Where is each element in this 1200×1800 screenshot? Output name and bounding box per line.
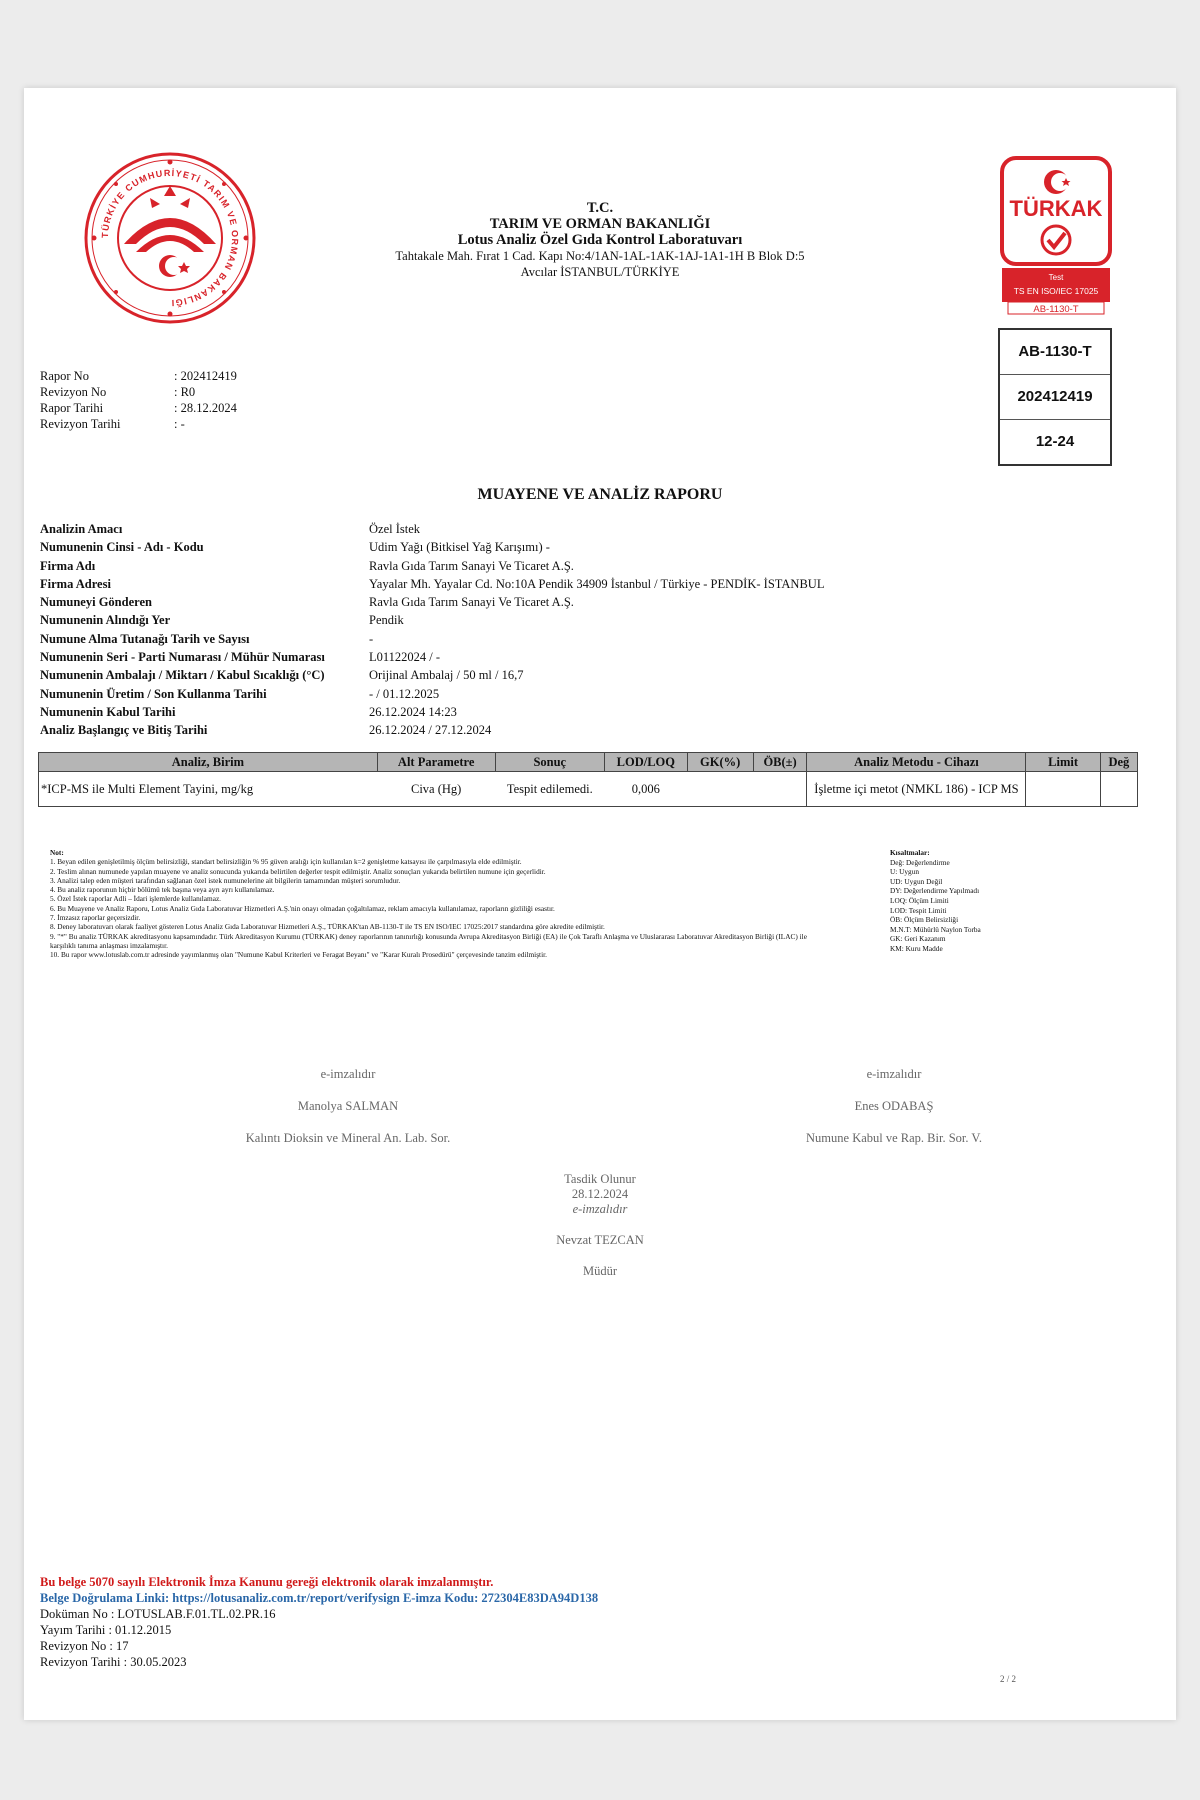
accreditation-code-box bbox=[998, 328, 1112, 466]
table-header-row bbox=[39, 753, 1138, 772]
code-box-report-number: 202412419 bbox=[1000, 375, 1110, 420]
info-label: Numunenin Üretim / Son Kullanma Tarihi bbox=[40, 686, 267, 701]
abbreviation-item: M.N.T: Mühürlü Naylon Torba bbox=[890, 924, 981, 934]
signature-right bbox=[724, 1066, 1064, 1146]
cell-result: Tespit edilemedi. bbox=[495, 772, 604, 807]
report-title: MUAYENE VE ANALİZ RAPORU bbox=[477, 486, 723, 503]
turkak-accreditation-logo bbox=[1000, 156, 1112, 316]
info-label: Numuneyi Gönderen bbox=[40, 595, 152, 610]
info-value: Ravla Gıda Tarım Sanayi Ve Ticaret A.Ş. bbox=[369, 558, 574, 573]
info-label: Numunenin Kabul Tarihi bbox=[40, 704, 176, 719]
info-value: Yayalar Mh. Yayalar Cd. No:10A Pendik 34909 İstanbul / Türkiye - PENDİK- İSTANBUL bbox=[369, 576, 825, 591]
cell-method: İşletme içi metot (NMKL 186) - ICP MS bbox=[807, 772, 1026, 807]
turkak-code: AB-1130-T bbox=[1033, 304, 1079, 315]
info-label: Numune Alma Tutanağı Tarih ve Sayısı bbox=[40, 631, 250, 646]
abbreviations-title: Kısaltmalar: bbox=[890, 848, 930, 857]
notes-block bbox=[50, 848, 810, 960]
info-row bbox=[40, 685, 824, 703]
info-row bbox=[40, 538, 824, 556]
note-item: 7. İmzasız raporlar geçersizdir. bbox=[50, 913, 141, 923]
header-tc: T.C. bbox=[586, 200, 614, 216]
code-box-period: 12-24 bbox=[1035, 433, 1075, 450]
signature-status: e-imzalıdır bbox=[572, 1202, 628, 1216]
signature-left bbox=[200, 1066, 496, 1146]
table-row bbox=[39, 772, 1138, 807]
meta-row bbox=[40, 416, 237, 432]
info-value: L01122024 / - bbox=[369, 650, 441, 665]
verification-link[interactable]: Belge Doğrulama Linki: https://lotusanaliz.com.tr/report/verifysign E-imza Kodu: 272304E83DA94D138 bbox=[40, 1591, 599, 1605]
col-header-parameter: Alt Parametre bbox=[377, 753, 495, 772]
abbreviation-item: DY: Değerlendirme Yapılmadı bbox=[890, 886, 980, 896]
notes-title: Not: bbox=[50, 848, 64, 857]
header-address-2: Avcılar İSTANBUL/TÜRKİYE bbox=[520, 265, 680, 279]
meta-label: Revizyon No bbox=[40, 385, 107, 399]
report-meta bbox=[40, 368, 237, 432]
info-label: Numunenin Ambalajı / Miktarı / Kabul Sıcaklığı (°C) bbox=[40, 668, 325, 683]
cell-limit bbox=[1026, 772, 1100, 807]
page-number: 2 / 2 bbox=[1000, 1674, 1017, 1684]
meta-value: : R0 bbox=[174, 385, 196, 399]
signature-approval bbox=[500, 1172, 700, 1279]
sample-info bbox=[40, 520, 824, 740]
info-value: - bbox=[369, 631, 374, 646]
cell-parameter: Civa (Hg) bbox=[377, 772, 495, 807]
col-header-gk: GK(%) bbox=[687, 753, 753, 772]
info-row bbox=[40, 611, 824, 629]
report-page bbox=[24, 88, 1176, 1720]
info-value: 26.12.2024 / 27.12.2024 bbox=[369, 723, 492, 738]
col-header-limit: Limit bbox=[1026, 753, 1100, 772]
cell-ob bbox=[753, 772, 807, 807]
info-label: Analiz Başlangıç ve Bitiş Tarihi bbox=[40, 723, 208, 738]
turkak-name: TÜRKAK bbox=[1009, 196, 1103, 221]
info-label: Numunenin Alındığı Yer bbox=[40, 613, 171, 628]
header-address-1: Tahtakale Mah. Fırat 1 Cad. Kapı No:4/1AN-1AL-1AK-1AJ-1A1-1H B Blok D:5 bbox=[395, 249, 805, 263]
cell-gk bbox=[687, 772, 753, 807]
meta-value: : 202412419 bbox=[174, 369, 237, 383]
info-row bbox=[40, 648, 824, 666]
info-row bbox=[40, 721, 824, 739]
note-item: 8. Deney laboratuvarı olarak faaliyet gösteren Lotus Analiz Gıda Laboratuvar Hizmetleri A.Ş., TÜRKAK'tan AB-1130-T ile TS EN ISO/IEC 17025:2017 standardına göre akredite edilmiştir. bbox=[50, 922, 605, 932]
info-value: - / 01.12.2025 bbox=[369, 686, 440, 701]
col-header-evaluation: Değ bbox=[1100, 753, 1137, 772]
svg-text:TÜRKİYE CUMHURİYETİ TARIM VE O: TÜRKİYE CUMHURİYETİ TARIM VE ORMAN BAKANLIĞI bbox=[99, 167, 241, 309]
abbreviation-item: LOD: Tespit Limiti bbox=[890, 905, 947, 915]
note-item: 9. "*" Bu analiz TÜRKAK akreditasyonu kapsamındadır. Türk Akreditasyon Kurumu (TÜRKAK) deney raporlarının tanınırlığı konusunda Avrupa Akreditasyon Birliği (EA) ile Çok Taraflı Anlaşma ve Uluslararası Laboratuvar Akreditasyon Birliği (ILAC) ile karşılıklı tanıma anlaşması imzalamıştır. bbox=[50, 931, 807, 950]
abbreviation-item: UD: Uygun Değil bbox=[890, 876, 943, 886]
info-row bbox=[40, 520, 824, 538]
info-label: Firma Adı bbox=[40, 558, 96, 573]
meta-row bbox=[40, 368, 237, 384]
approval-date: 28.12.2024 bbox=[571, 1187, 629, 1201]
info-value: 26.12.2024 14:23 bbox=[369, 704, 457, 719]
note-item: 6. Bu Muayene ve Analiz Raporu, Lotus Analiz Gıda Laboratuvar Hizmetleri A.Ş.'nin onayı olmadan çoğaltılamaz, reklam amacıyla kullanılamaz, raporların gizliliği esastır. bbox=[50, 903, 555, 913]
info-value: Özel İstek bbox=[369, 522, 421, 536]
info-value: Udim Yağı (Bitkisel Yağ Karışımı) - bbox=[369, 540, 550, 555]
legal-notice: Bu belge 5070 sayılı Elektronik İmza Kanunu gereği elektronik olarak imzalanmıştır. bbox=[40, 1575, 494, 1589]
info-label: Firma Adresi bbox=[40, 576, 111, 591]
info-label: Analizin Amacı bbox=[40, 522, 123, 536]
info-row bbox=[40, 666, 824, 684]
note-item: 2. Teslim alınan numunede yapılan muayene ve analiz sonucunda yukarıda belirtilen değerler tespit edilmiştir. Analiz sonuçları yukarıda belirtilen numune için geçerlidir. bbox=[50, 866, 546, 876]
meta-label: Revizyon Tarihi bbox=[40, 417, 121, 431]
info-row bbox=[40, 703, 824, 721]
signer-role: Kalıntı Dioksin ve Mineral An. Lab. Sor. bbox=[245, 1131, 451, 1145]
note-item: 3. Analizi talep eden müşteri tarafından sağlanan özel istek numunelerine ait bilgilerin tamamından müşteri sorumludur. bbox=[50, 875, 401, 885]
revision-date: Revizyon Tarihi : 30.05.2023 bbox=[40, 1655, 187, 1669]
header-ministry: TARIM VE ORMAN BAKANLIĞI bbox=[489, 216, 711, 232]
note-item: 1. Beyan edilen genişletilmiş ölçüm belirsizliği, standart belirsizliğin % 95 güven aralığı için kullanılan k=2 genişletme katsayısı ile çarpılmasıyla elde edilmiştir. bbox=[50, 857, 522, 867]
publish-date: Yayım Tarihi : 01.12.2015 bbox=[40, 1623, 172, 1637]
signer-role: Numune Kabul ve Rap. Bir. Sor. V. bbox=[806, 1131, 982, 1145]
info-row bbox=[40, 593, 824, 611]
info-row bbox=[40, 575, 824, 593]
turkak-test: Test bbox=[1048, 273, 1064, 282]
col-header-result: Sonuç bbox=[495, 753, 604, 772]
col-header-ob: ÖB(±) bbox=[753, 753, 807, 772]
code-box-accreditation: AB-1130-T bbox=[1000, 330, 1110, 375]
info-label: Numunenin Cinsi - Adı - Kodu bbox=[40, 540, 204, 555]
header-lab-name: Lotus Analiz Özel Gıda Kontrol Laboratuvarı bbox=[457, 232, 743, 248]
abbreviations-block bbox=[890, 848, 1090, 954]
abbreviation-item: ÖB: Ölçüm Belirsizliği bbox=[890, 915, 959, 925]
revision-number: Revizyon No : 17 bbox=[40, 1639, 129, 1653]
col-header-lod-loq: LOD/LOQ bbox=[605, 753, 688, 772]
note-item: 4. Bu analiz raporunun hiçbir bölümü tek başına veya ayrı ayrı kullanılamaz. bbox=[50, 885, 275, 895]
abbreviation-item: GK: Geri Kazanım bbox=[890, 934, 946, 944]
signer-name: Nevzat TEZCAN bbox=[556, 1233, 644, 1247]
abbreviation-item: Değ: Değerlendirme bbox=[890, 857, 950, 867]
signer-name: Enes ODABAŞ bbox=[854, 1099, 934, 1113]
meta-value: : - bbox=[174, 417, 185, 431]
signature-status: e-imzalıdır bbox=[320, 1067, 376, 1081]
meta-label: Rapor No bbox=[40, 369, 89, 383]
note-item: 10. Bu rapor www.lotuslab.com.tr adresinde yayımlanmış olan "Numune Kabul Kriterleri ve Feragat Beyanı" ve "Karar Kuralı Prosedürü" çerçevesinde tanzim edilmiştir. bbox=[50, 950, 547, 960]
meta-row bbox=[40, 400, 237, 416]
abbreviation-item: LOQ: Ölçüm Limiti bbox=[890, 895, 949, 905]
cell-lod-loq: 0,006 bbox=[605, 772, 688, 807]
col-header-analysis: Analiz, Birim bbox=[39, 753, 378, 772]
info-label: Numunenin Seri - Parti Numarası / Mühür Numarası bbox=[40, 650, 325, 665]
results-table bbox=[38, 752, 1138, 807]
abbreviation-item: KM: Kuru Madde bbox=[890, 943, 943, 953]
meta-label: Rapor Tarihi bbox=[40, 401, 104, 415]
footer-block bbox=[40, 1574, 598, 1670]
info-value: Orijinal Ambalaj / 50 ml / 16,7 bbox=[369, 668, 524, 683]
col-header-method: Analiz Metodu - Cihazı bbox=[807, 753, 1026, 772]
info-value: Pendik bbox=[369, 613, 404, 628]
approval-label: Tasdik Olunur bbox=[564, 1172, 636, 1186]
signer-role: Müdür bbox=[582, 1264, 618, 1278]
note-item: 5. Özel İstek raporlar Adli – İdari işlemlerde kullanılamaz. bbox=[50, 894, 222, 904]
meta-row bbox=[40, 384, 237, 400]
info-value: Ravla Gıda Tarım Sanayi Ve Ticaret A.Ş. bbox=[369, 595, 574, 610]
signer-name: Manolya SALMAN bbox=[297, 1099, 399, 1113]
cell-analysis: *ICP-MS ile Multi Element Tayini, mg/kg bbox=[39, 772, 378, 807]
meta-value: : 28.12.2024 bbox=[174, 401, 237, 415]
cell-evaluation bbox=[1100, 772, 1137, 807]
info-row bbox=[40, 630, 824, 648]
info-row bbox=[40, 557, 824, 575]
turkak-standard: TS EN ISO/IEC 17025 bbox=[1013, 286, 1099, 296]
abbreviation-item: U: Uygun bbox=[890, 867, 919, 877]
document-number: Doküman No : LOTUSLAB.F.01.TL.02.PR.16 bbox=[40, 1607, 276, 1621]
signature-status: e-imzalıdır bbox=[866, 1067, 922, 1081]
